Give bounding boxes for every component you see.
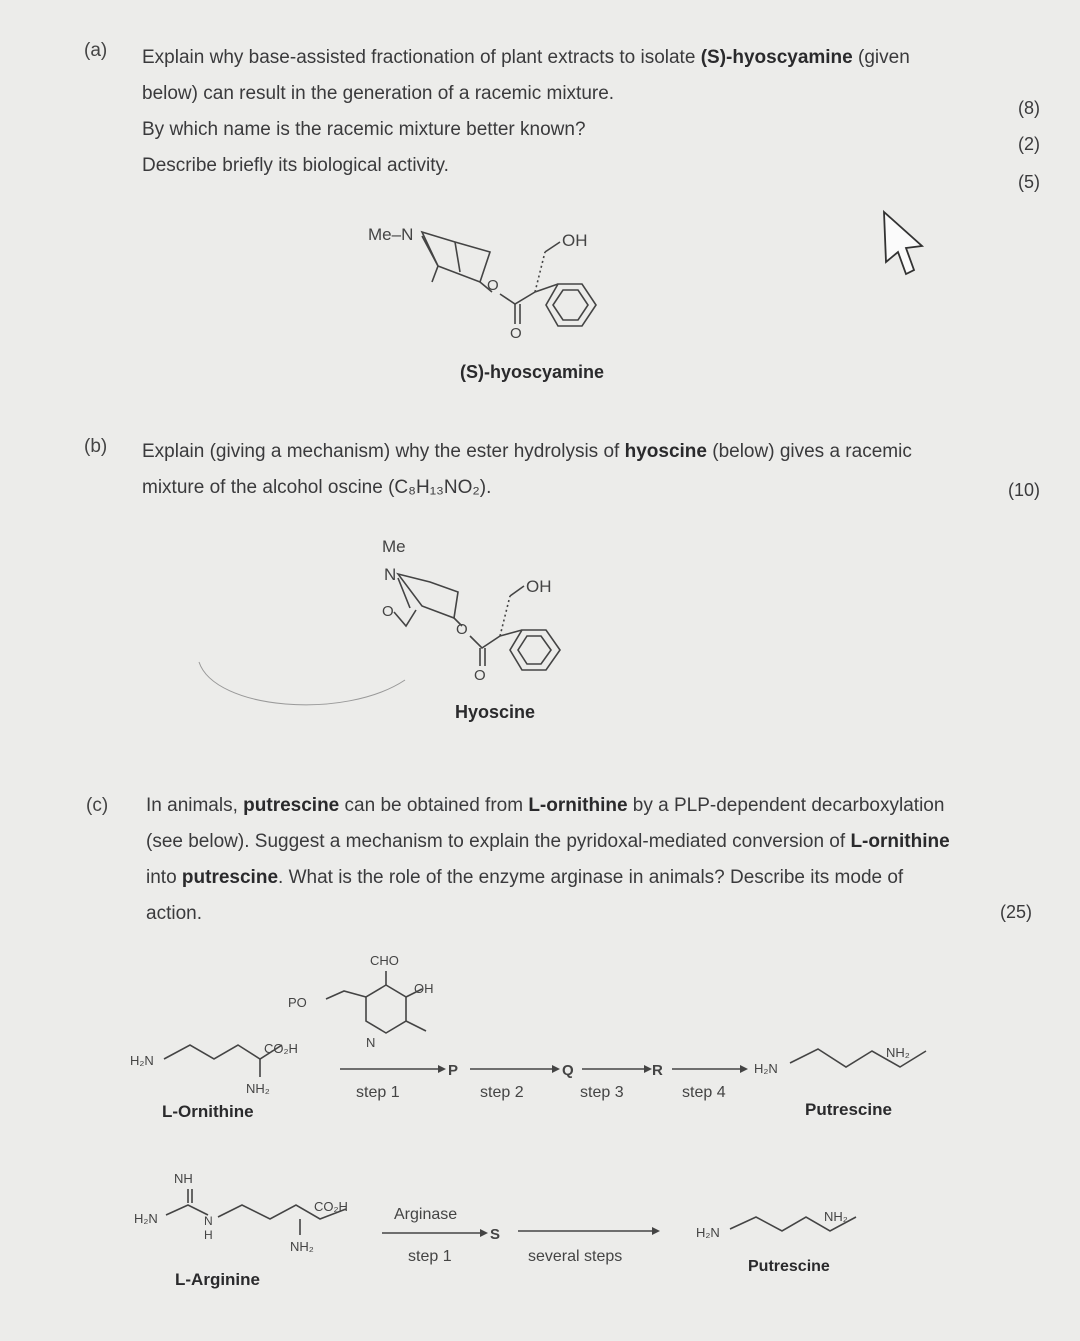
plp-n: N: [366, 1035, 376, 1050]
putrescine-nh2: NH₂: [886, 1045, 910, 1060]
arginine-h: H: [204, 1228, 213, 1242]
part-c-text: [146, 788, 1061, 932]
part-c-line4: action.: [146, 903, 202, 924]
ornithine-caption: L-Ornithine: [162, 1102, 254, 1121]
atom-o-ester: O: [456, 621, 468, 638]
plp-po: PO: [288, 995, 307, 1010]
part-b-label: (b): [84, 436, 108, 457]
part-a-line2: below) can result in the generation of a racemic mixture.: [142, 83, 615, 104]
pencil-mark: [195, 660, 415, 720]
step-1-label: step 1: [356, 1084, 400, 1101]
intermediate-q: Q: [562, 1062, 574, 1079]
ornithine-h2n: H₂N: [130, 1053, 154, 1068]
arginase-step-label: step 1: [408, 1248, 452, 1265]
several-steps-label: several steps: [528, 1248, 623, 1265]
step-3-label: step 3: [580, 1084, 624, 1101]
intermediate-s: S: [490, 1226, 501, 1243]
atom-me: Me: [382, 537, 406, 556]
plp-oh: OH: [414, 981, 434, 996]
pointer-arrow-icon: [880, 210, 930, 290]
arginase-label: Arginase: [394, 1206, 458, 1223]
arginine-h2n: H₂N: [134, 1211, 158, 1226]
putrescine2-nh2: NH₂: [824, 1209, 848, 1224]
atom-oh: OH: [526, 577, 552, 596]
atom-o-carbonyl: O: [510, 325, 522, 342]
putrescine2-h2n: H₂N: [696, 1225, 720, 1240]
part-a-text: [142, 40, 1042, 184]
arginine-co2h: CO₂H: [314, 1199, 348, 1214]
step-2-label: step 2: [480, 1084, 524, 1101]
arginine-nh: NH: [174, 1171, 193, 1186]
part-a-label: (a): [84, 40, 108, 61]
step-4-label: step 4: [682, 1084, 726, 1101]
part-a-line4: Describe briefly its biological activity.: [142, 155, 449, 176]
atom-o-carbonyl: O: [474, 667, 486, 684]
hyoscine-caption: Hyoscine: [455, 702, 536, 722]
part-b-text: [142, 434, 1042, 506]
part-b-marks: (10): [1007, 480, 1040, 500]
atom-me-n: Me–N: [368, 225, 414, 244]
part-a-marks-1: (8): [1018, 98, 1040, 118]
atom-o-ester: O: [487, 277, 499, 294]
part-c-line3: into putrescine. What is the role of the enzyme arginase in animals? Describe its mode of: [146, 867, 904, 888]
putrescine-caption-1: Putrescine: [805, 1100, 892, 1119]
part-a-line1: Explain why base-assisted fractionation of plant extracts to isolate (S)-hyoscyamine (given: [142, 47, 910, 68]
part-b-line2: mixture of the alcohol oscine (C₈H₁₃NO₂).: [142, 477, 492, 498]
arginine-scheme: [130, 1165, 1030, 1315]
putrescine-caption-2: Putrescine: [748, 1258, 830, 1275]
intermediate-r: R: [652, 1062, 663, 1079]
arginine-n: N: [204, 1214, 213, 1228]
part-c-label: (c): [86, 795, 109, 816]
ornithine-co2h: CO₂H: [264, 1041, 298, 1056]
intermediate-p: P: [448, 1062, 459, 1079]
atom-oh: OH: [562, 231, 588, 250]
part-c-line1: In animals, putrescine can be obtained from L-ornithine by a PLP-dependent decarboxylation: [146, 795, 945, 816]
ornithine-scheme: [130, 945, 1070, 1125]
part-c-line2: (see below). Suggest a mechanism to explain the pyridoxal-mediated conversion of L-ornithine: [146, 831, 950, 852]
hyoscyamine-structure: [360, 212, 640, 352]
part-a-line3: By which name is the racemic mixture better known?: [142, 119, 586, 140]
arginine-caption: L-Arginine: [175, 1270, 260, 1289]
part-b-line1: Explain (giving a mechanism) why the ester hydrolysis of hyoscine (below) gives a racemic: [142, 441, 912, 462]
ornithine-nh2: NH₂: [246, 1081, 270, 1096]
part-a-marks-3: (5): [1018, 172, 1040, 192]
arginine-nh2: NH₂: [290, 1239, 314, 1254]
atom-o-epoxide: O: [382, 603, 394, 620]
plp-cho: CHO: [370, 953, 399, 968]
part-a-marks-2: (2): [1018, 134, 1040, 154]
hyoscyamine-caption: (S)-hyoscyamine: [460, 362, 605, 382]
putrescine-h2n: H₂N: [754, 1061, 778, 1076]
part-c-marks: (25): [999, 902, 1032, 922]
atom-n: N: [384, 565, 397, 584]
